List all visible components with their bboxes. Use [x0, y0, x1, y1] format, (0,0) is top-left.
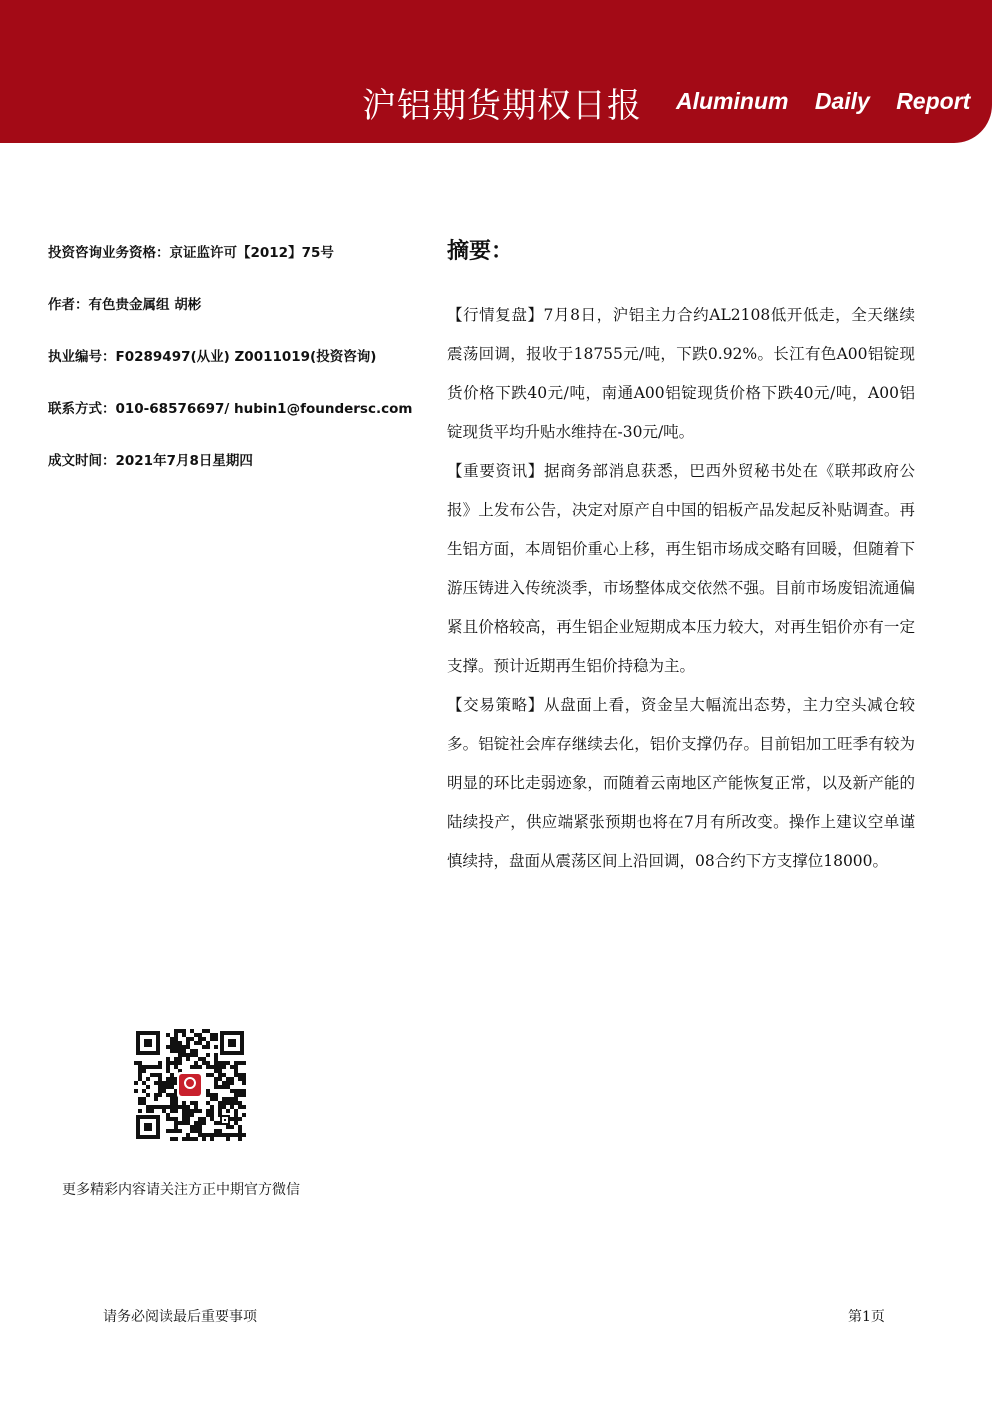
license-number-line: 执业编号：F0289497(从业) Z0011019(投资咨询)	[48, 349, 377, 365]
author-line: 作者：有色贵金属组 胡彬	[48, 297, 202, 313]
header-banner	[0, 0, 992, 143]
market-review-paragraph: 【行情复盘】7月8日，沪铝主力合约AL2108低开低走，全天继续震荡回调，报收于18755元/吨，下跌0.92%。长江有色A00铝锭现货价格下跌40元/吨，南通A00铝锭现货价格下跌40元/吨，A00铝锭现货平均升贴水维持在-30元/吨。	[447, 306, 915, 441]
author-info	[48, 242, 428, 502]
report-title-cn: 沪铝期货期权日报	[362, 86, 642, 126]
summary-heading: 摘要：	[447, 239, 514, 264]
contact-line: 联系方式：010-68576697/ hubin1@foundersc.com	[48, 401, 413, 417]
wechat-qr-code	[134, 1029, 246, 1141]
qr-caption: 更多精彩内容请关注方正中期官方微信	[62, 1182, 300, 1198]
qualification-line: 投资咨询业务资格：京证监许可【2012】75号	[48, 245, 334, 261]
report-title-en: Aluminum Daily Report	[676, 88, 971, 114]
key-news-paragraph: 【重要资讯】据商务部消息获悉，巴西外贸秘书处在《联邦政府公报》上发布公告，决定对原产自中国的铝板产品发起反补贴调查。再生铝方面，本周铝价重心上移，再生铝市场成交略有回暖，但随着下游压铸进入传统淡季，市场整体成交依然不强。目前市场废铝流通偏紧且价格较高，再生铝企业短期成本压力较大，对再生铝价亦有一定支撑。预计近期再生铝价持稳为主。	[447, 462, 915, 675]
date-line: 成文时间：2021年7月8日星期四	[48, 453, 253, 469]
page-number: 第1页	[848, 1309, 885, 1325]
trading-strategy-paragraph: 【交易策略】从盘面上看，资金呈大幅流出态势，主力空头减仓较多。铝锭社会库存继续去化，铝价支撑仍存。目前铝加工旺季有较为明显的环比走弱迹象，而随着云南地区产能恢复正常，以及新产能的陆续投产，供应端紧张预期也将在7月有所改变。操作上建议空单谨慎续持，盘面从震荡区间上沿回调，08合约下方支撑位18000。	[447, 696, 915, 870]
footer-notice: 请务必阅读最后重要事项	[103, 1309, 257, 1325]
summary-body	[447, 296, 915, 881]
